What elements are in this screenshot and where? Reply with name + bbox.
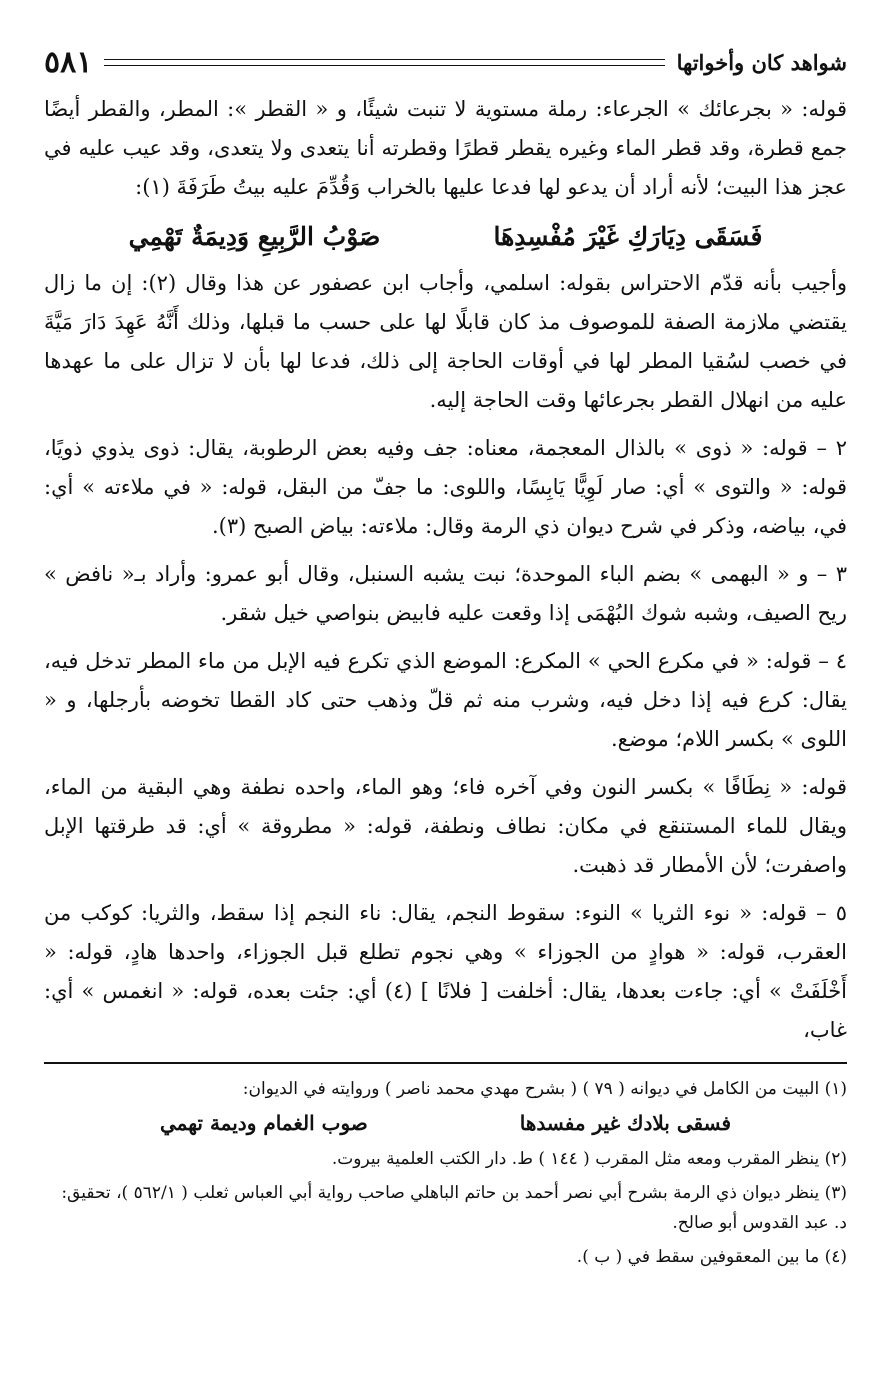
paragraph: ٣ – و « البهمى » بضم الباء الموحدة؛ نبت يشبه السنبل، وقال أبو عمرو: وأراد بـ« نافض » ريح الصيف، وشبه شوك البُهْمَى إذا وقعت عليه فابيض بنواصي خيل شقر. [44, 562, 847, 625]
verse-hemistich-second: صَوْبُ الرَّبِيعِ وَدِيمَةٌ تَهْمِي [128, 222, 381, 251]
paragraph: ٢ – قوله: « ذوى » بالذال المعجمة، معناه: جف وفيه بعض الرطوبة، يقال: ذوى يذوي ذويًا، قوله: « والتوى » أي: صار لَوِيًّا يَابِسًا، واللوى: ما جفّ من البقل، قوله: « في ملاءته » أي: في، بياضه، وذكر في شرح ديوان ذي الرمة وقال: ملاءته: بياض الصبح (٣). [44, 436, 847, 538]
paragraph: ٥ – قوله: « نوء الثريا » النوء: سقوط النجم، يقال: ناء النجم إذا سقط، والثريا: كوكب من العقرب، قوله: « هوادٍ من الجوزاء » وهي نجوم تطلع قبل الجوزاء، واحدها هادٍ، قوله: « أَخْلَفَتْ » أي: جاءت بعدها، يقال: أخلفت [ فلانًا ] (٤) أي: جئت بعده، قوله: « انغمس » أي: غاب، [44, 901, 848, 1042]
footnote-verse [84, 1108, 807, 1138]
paragraph: قوله: « نِطَافًا » بكسر النون وفي آخره فاء؛ وهو الماء، واحده نطفة وهي البقية من الماء، ويقال للماء المستنقع في مكان: نطاف ونطفة، قوله: « مطروقة » أي: قد طرقتها الإبل واصفرت؛ لأن الأمطار قد ذهبت. [44, 775, 847, 877]
poetry-verse [72, 216, 819, 258]
header-rule [104, 59, 664, 66]
footnote-verse-second: صوب الغمام وديمة تهمي [159, 1111, 368, 1135]
footnote-2: (٢) ينظر المقرب ومعه مثل المقرب ( ١٤٤ ) ط. دار الكتب العلمية بيروت. [331, 1149, 847, 1169]
page-number: ٥٨١ [44, 44, 93, 80]
verse-hemistich-first: فَسَقَى دِيَارَكِ غَيْرَ مُفْسِدِهَا [493, 222, 763, 251]
footnote-4: (٤) ما بين المعقوفين سقط في ( ب ). [576, 1247, 847, 1267]
footnote-verse-first: فسقى بلادك غير مفسدها [519, 1111, 732, 1135]
footnote-divider [44, 1062, 847, 1064]
paragraph: ٤ – قوله: « في مكرع الحي » المكرع: الموضع الذي تكرع فيه الإبل من ماء المطر تدخل فيه، يقال: كرع فيه إذا دخل فيه، وشرب منه ثم قلّ وذهب حتى كاد القطا تخوضه بأرجلها، و « اللوى » بكسر اللام؛ موضع. [44, 649, 847, 751]
running-title: شواهد كان وأخواتها [676, 49, 847, 75]
paragraph: وأجيب بأنه قدّم الاحتراس بقوله: اسلمي، وأجاب ابن عصفور عن هذا وقال (٢): إن ما زال يقتضي ملازمة الصفة للموصوف مذ كان قابلًا لها على حسب ما قبلها، وذلك أَنَّهُ عَهِدَ دَارَ مَيَّةَ في خصب لسُقيا المطر لها في أوقات الحاجة إلى ذلك، فدعا لها بأن لا تزال على ما عهدها عليه من انهلال القطر بجرعائها وقت الحاجة إليه. [44, 271, 847, 412]
footnotes [44, 1074, 847, 1272]
main-text [44, 90, 847, 1050]
running-header [44, 44, 847, 80]
footnote-1: (١) البيت من الكامل في ديوانه ( ٧٩ ) ( بشرح مهدي محمد ناصر ) وروايته في الديوان: [242, 1079, 847, 1099]
paragraph: قوله: « بجرعائك » الجرعاء: رملة مستوية لا تنبت شيئًا، و « القطر »: المطر، والقطر أيضًا جمع قطرة، وقد قطر الماء وغيره يقطر قطرًا وقطرته أنا يتعدى ولا يتعدى، وقد عيب عليه في عجز هذا البيت؛ لأنه أراد أن يدعو لها فدعا عليها بالخراب وَقُدِّمَ عليه بيتُ طَرَفَةَ (١): [44, 97, 847, 199]
footnote-3: (٣) ينظر ديوان ذي الرمة بشرح أبي نصر أحمد بن حاتم الباهلي صاحب رواية أبي العباس ثعلب ( ٥٦٢/١ )، تحقيق: د. عبد القدوس أبو صالح. [61, 1183, 847, 1233]
